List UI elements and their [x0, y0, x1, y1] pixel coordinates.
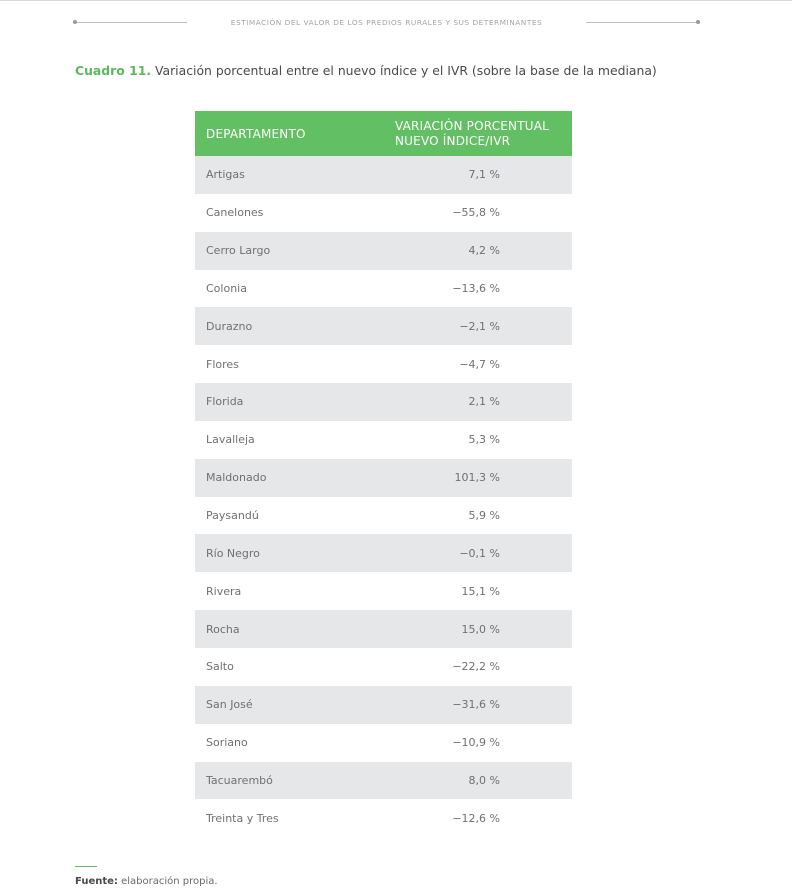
- cell-value: 4,2 %: [468, 244, 500, 258]
- cell-department: Artigas: [206, 168, 245, 182]
- table-row: [195, 270, 572, 308]
- table-row: [195, 572, 572, 610]
- cell-value: −12,6 %: [452, 811, 500, 825]
- cell-department: Río Negro: [206, 546, 260, 560]
- table-row: [195, 383, 572, 421]
- table-row: [195, 156, 572, 194]
- header-rule-right: [586, 22, 698, 23]
- cell-department: Durazno: [206, 319, 253, 333]
- table-row: [195, 724, 572, 762]
- caption-text: Variación porcentual entre el nuevo índice y el IVR (sobre la base de la mediana): [151, 63, 657, 78]
- cell-department: Colonia: [206, 281, 247, 295]
- cell-value: 8,0 %: [468, 773, 500, 787]
- cell-department: San José: [206, 698, 253, 712]
- cell-department: Treinta y Tres: [206, 811, 279, 825]
- header-variation-line1: VARIACIÓN PORCENTUAL: [395, 118, 550, 133]
- footnote: [75, 876, 218, 887]
- data-table: [195, 111, 572, 837]
- table-row: [195, 307, 572, 345]
- table-body: [195, 156, 572, 837]
- table-row: [195, 497, 572, 535]
- footnote-rule: [75, 866, 97, 867]
- table-row: [195, 421, 572, 459]
- page-top-border: [0, 0, 792, 1]
- header-rule-dot: [696, 20, 700, 24]
- cell-department: Paysandú: [206, 509, 259, 523]
- table-row: [195, 799, 572, 837]
- header-variation: [395, 119, 572, 149]
- table-row: [195, 610, 572, 648]
- table-row: [195, 345, 572, 383]
- table-caption: [75, 63, 657, 78]
- cell-department: Canelones: [206, 206, 264, 220]
- cell-department: Maldonado: [206, 471, 267, 485]
- table-row: [195, 459, 572, 497]
- running-header: [75, 16, 698, 28]
- table-row: [195, 686, 572, 724]
- table-row: [195, 762, 572, 800]
- cell-value: 101,3 %: [454, 471, 500, 485]
- table-row: [195, 232, 572, 270]
- cell-department: Rivera: [206, 584, 242, 598]
- header-department: DEPARTAMENTO: [206, 126, 306, 141]
- footnote-text: elaboración propia.: [117, 876, 218, 887]
- cell-department: Florida: [206, 395, 244, 409]
- footnote-label: Fuente:: [75, 876, 118, 887]
- cell-department: Salto: [206, 660, 234, 674]
- table-row: [195, 194, 572, 232]
- cell-value: −13,6 %: [452, 281, 500, 295]
- cell-value: −2,1 %: [459, 319, 500, 333]
- cell-value: −22,2 %: [452, 660, 500, 674]
- cell-value: 5,3 %: [468, 433, 500, 447]
- cell-value: −31,6 %: [452, 698, 500, 712]
- cell-value: 2,1 %: [468, 395, 500, 409]
- cell-department: Cerro Largo: [206, 244, 271, 258]
- cell-department: Soriano: [206, 736, 248, 750]
- running-header-text: ESTIMACIÓN DEL VALOR DE LOS PREDIOS RURALES Y SUS DETERMINANTES: [230, 17, 543, 27]
- cell-value: 15,0 %: [461, 622, 500, 636]
- cell-department: Lavalleja: [206, 433, 255, 447]
- cell-value: −55,8 %: [452, 206, 500, 220]
- cell-value: −0,1 %: [459, 546, 500, 560]
- cell-value: −10,9 %: [452, 736, 500, 750]
- header-rule-left: [75, 22, 187, 23]
- cell-value: −4,7 %: [459, 357, 500, 371]
- cell-department: Flores: [206, 357, 239, 371]
- header-rule-dot: [73, 20, 77, 24]
- header-variation-line2: NUEVO ÍNDICE/IVR: [395, 133, 511, 148]
- caption-label: Cuadro 11.: [75, 63, 152, 78]
- cell-value: 5,9 %: [468, 509, 500, 523]
- cell-value: 7,1 %: [468, 168, 500, 182]
- table-row: [195, 648, 572, 686]
- cell-department: Tacuarembó: [206, 773, 273, 787]
- table-header-row: [195, 111, 572, 156]
- table-row: [195, 534, 572, 572]
- cell-value: 15,1 %: [461, 584, 500, 598]
- cell-department: Rocha: [206, 622, 240, 636]
